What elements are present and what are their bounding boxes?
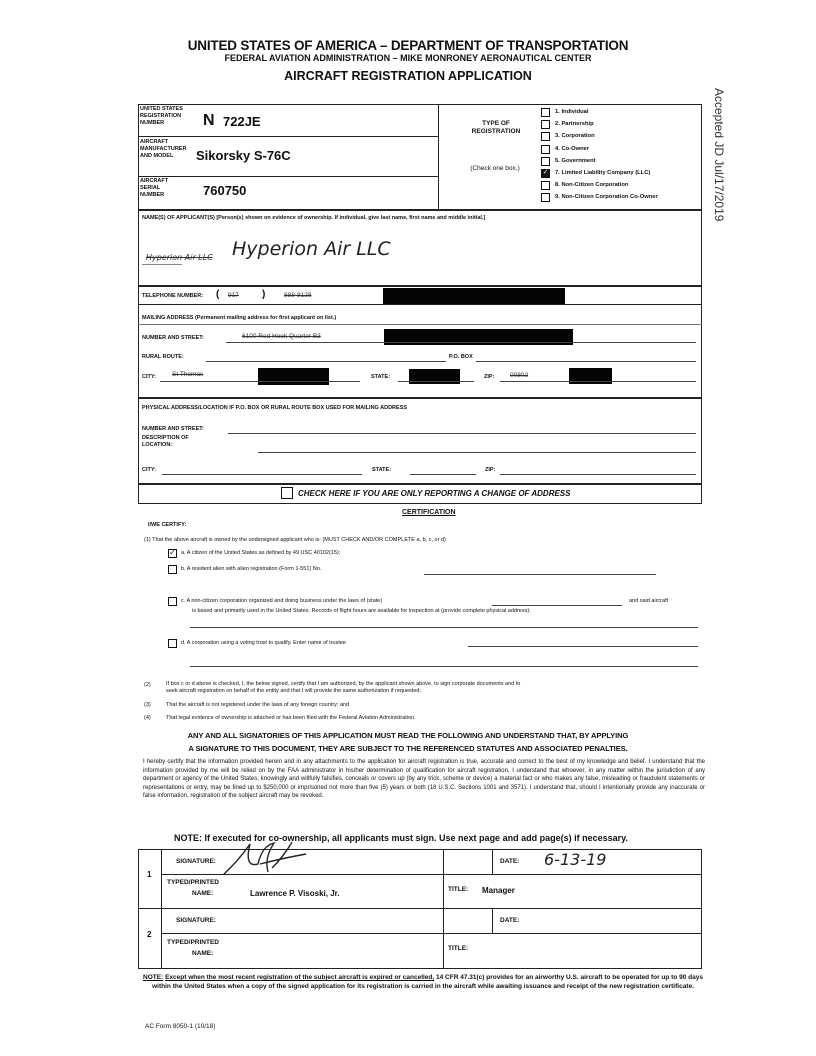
physical-desc-label: DESCRIPTION OF LOCATION:	[142, 435, 189, 448]
type-reg-option-label: 8. Non-Citizen Corporation	[555, 182, 629, 189]
applicant-name[interactable]: Hyperion Air LLC	[232, 238, 391, 260]
header-line1: UNITED STATES OF AMERICA – DEPARTMENT OF TRANSPORTATION	[187, 38, 629, 53]
certification-heading: CERTIFICATION	[402, 509, 456, 516]
pobox-label: P.O. BOX	[449, 354, 473, 360]
accepted-stamp: Accepted JD Jul/17/2019	[712, 88, 726, 222]
row2-name-label: NAME:	[192, 950, 214, 957]
serial-label: AIRCRAFT SERIAL NUMBER	[140, 178, 169, 198]
mfr-value: Sikorsky S-76C	[196, 148, 291, 163]
applicant-label: NAME(S) OF APPLICANT(S) [Person(s) shown on evidence of ownership. If individual, give last name, first name and middle initial.]	[142, 215, 486, 221]
phone-number-struck: 888-8128	[284, 292, 312, 299]
cert-c-label: c. A non-citizen corporation organized and doing business under the laws of (state)	[181, 598, 383, 604]
cert-d-label: d. A corporation using a voting trust to qualify. Enter name of trustee	[181, 640, 346, 646]
type-reg-label: TYPE OF REGISTRATION	[471, 120, 521, 135]
cert-b-label: b. A resident alien with alien registration (Form 1-551) No.	[181, 566, 322, 572]
cert-item1: (1) That the above aircraft is owned by the undersigned applicant who is: (MUST CHECK AND/OR COMPLETE a, b, c, or d)	[144, 537, 446, 543]
cert-b-checkbox[interactable]	[168, 565, 177, 574]
cert-a-checkbox[interactable]: ✓	[169, 548, 176, 557]
cert-item3: That the aircraft is not registered under the laws of any foreign country; and	[166, 702, 350, 708]
phone-area: 917	[228, 292, 239, 299]
type-reg-option-label: 9. Non-Citizen Corporation Co-Owner	[555, 194, 658, 201]
type-reg-option-label: 1. Individual	[555, 109, 589, 115]
cert-c-line2: is based and primarily used in the United States. Records of flight hours are available for inspection at (provide complete physical address):	[192, 608, 531, 614]
header-line2: FEDERAL AVIATION ADMINISTRATION – MIKE MONRONEY AERONAUTICAL CENTER	[224, 53, 592, 63]
change-address-label: CHECK HERE IF YOU ARE ONLY REPORTING A CHANGE OF ADDRESS	[298, 489, 571, 498]
cert-c-checkbox[interactable]	[168, 597, 177, 606]
zip-label: ZIP:	[484, 374, 495, 380]
zip-struck: 00802	[510, 372, 529, 379]
mailing-label: MAILING ADDRESS (Permanent mailing address for first applicant on list.)	[142, 315, 337, 321]
row1-name: Lawrence P. Visoski, Jr.	[250, 889, 340, 898]
cert-item4: That legal evidence of ownership is attached or has been filed with the Federal Aviation Administration.	[166, 715, 416, 721]
physical-street-label: NUMBER AND STREET:	[142, 426, 204, 432]
physical-label: PHYSICAL ADDRESS/LOCATION IF P.O. BOX OR RURAL ROUTE BOX USED FOR MAILING ADDRESS	[142, 405, 408, 411]
type-reg-option-label: 3. Corporation	[555, 133, 595, 140]
cert-d-checkbox[interactable]	[168, 639, 177, 648]
type-reg-option-label: 4. Co-Owner	[555, 145, 590, 152]
row1-signature-label: SIGNATURE:	[176, 858, 216, 865]
rural-label: RURAL ROUTE:	[142, 354, 184, 360]
row2-signature-label: SIGNATURE:	[176, 917, 216, 924]
applicant-struck: Hyperion Air LLC	[146, 253, 213, 262]
row2-date-label: DATE:	[500, 917, 520, 924]
row2-typed-label: TYPED/PRINTED	[167, 939, 220, 946]
type-reg-option-checkbox[interactable]	[541, 157, 550, 166]
city-label: CITY:	[142, 374, 156, 380]
cert-item2b: seek aircraft registration on behalf of the entity and that I will provide the same authorization if requested;	[166, 688, 421, 694]
reg-number-label: UNITED STATES REGISTRATION NUMBER	[140, 106, 183, 126]
n-prefix: N	[203, 112, 215, 129]
row1-title: Manager	[482, 886, 515, 895]
phone-label: TELEPHONE NUMBER:	[142, 293, 204, 299]
we-certify: I/WE CERTIFY:	[148, 522, 187, 528]
cert-c-tail: and said aircraft	[629, 598, 669, 604]
street-label: NUMBER AND STREET:	[142, 335, 204, 341]
warning-line2: A SIGNATURE TO THIS DOCUMENT, THEY ARE SUBJECT TO THE REFERENCED STATUTES AND ASSOCIATED PENALTIES.	[188, 744, 628, 753]
type-reg-option-checkbox[interactable]	[541, 181, 550, 190]
mfr-label: AIRCRAFT MANUFACTURER AND MODEL	[140, 139, 187, 159]
footer-note: NOTE: Except when the most recent registration of the subject aircraft is expired or cancelled, 14 CFR 47.31(c) provides for an airworthy U.S. aircraft to be operated for up to 90 days within the United States when a copy of the signed application for its registration is carried in the aircraft while awaiting issuance and receipt of the new registration certificate.	[143, 974, 703, 990]
cert-a-label: a. A citizen of the United States as defined by 49 USC 40102(15);	[181, 550, 341, 556]
warning-line1: ANY AND ALL SIGNATORIES OF THIS APPLICATION MUST READ THE FOLLOWING AND UNDERSTAND THAT, BY APPLYING	[187, 731, 629, 740]
page-title: AIRCRAFT REGISTRATION APPLICATION	[284, 69, 532, 83]
cert-item2a: If box c or d above is checked, I, the below signed, certify that I am authorized, by the applicant shown above, to sign corporate documents and to	[166, 681, 521, 687]
type-reg-option-label: 5. Government	[555, 157, 596, 164]
applicant-section	[138, 210, 702, 286]
type-reg-option-label: 2. Partnership	[555, 121, 594, 128]
type-reg-hint: (Check one box.)	[470, 165, 520, 172]
physical-zip-label: ZIP:	[485, 467, 496, 473]
change-address-checkbox[interactable]	[281, 487, 293, 499]
type-reg-option-checkbox[interactable]	[541, 108, 550, 117]
phone-redaction	[383, 288, 565, 304]
type-reg-option-checkbox[interactable]: ✓	[542, 169, 549, 176]
city-struck: St Thomas	[172, 371, 204, 378]
type-reg-option-label: 7. Limited Liability Company (LLC)	[555, 170, 651, 176]
reg-number-value: 722JE	[223, 114, 261, 129]
physical-state-label: STATE:	[372, 467, 392, 473]
row1-typed-label: TYPED/PRINTED	[167, 879, 220, 886]
state-label: STATE:	[371, 374, 391, 380]
row1-name-label: NAME:	[192, 890, 214, 897]
row1-date[interactable]: 6-13-19	[544, 850, 607, 869]
type-reg-option-checkbox[interactable]	[541, 120, 550, 129]
physical-city-label: CITY:	[142, 467, 156, 473]
form-id: AC Form 8050-1 (10/18)	[145, 1023, 216, 1030]
row1-date-label: DATE:	[500, 858, 520, 865]
type-reg-option-checkbox[interactable]	[541, 132, 550, 141]
cosign-note: NOTE: If executed for co-ownership, all applicants must sign. Use next page and add page(s) if necessary.	[174, 833, 628, 843]
street-struck: 6100 Red Hook Quarter B3	[242, 333, 321, 340]
row2-title-label: TITLE:	[448, 945, 469, 952]
row2-number: 2	[147, 930, 152, 939]
row1-signature	[214, 838, 324, 884]
type-reg-option-checkbox[interactable]	[541, 145, 550, 154]
city-redaction	[258, 368, 329, 385]
serial-value: 760750	[203, 183, 247, 198]
row1-number: 1	[147, 870, 152, 879]
type-reg-option-checkbox[interactable]	[541, 193, 550, 202]
certification-paragraph: I hereby certify that the information provided herein and in any attachments to the application for aircraft registration is true, accurate and correct to the best of my knowledge and belief. I understand that the information provided by me will be relied on by the FAA administrator in his/her determination of qualification for aircraft registration. I understand that whoever, in any matter within the jurisdiction of any department or agency of the United States, knowingly and willfully falsifies, conceals or covers up (by any trick, scheme or device) a material fact or who makes any false, misleading or fraudulent statements or representations or entry, may be fined up to $250,000 or imprisoned not more than five (5) years or both (18 U.S.C. Sections 1001 and 3571). I understand that, should I intentionally provide any inaccurate or false information, registration of the subject aircraft may be revoked.	[143, 759, 705, 800]
row1-title-label: TITLE:	[448, 886, 469, 893]
